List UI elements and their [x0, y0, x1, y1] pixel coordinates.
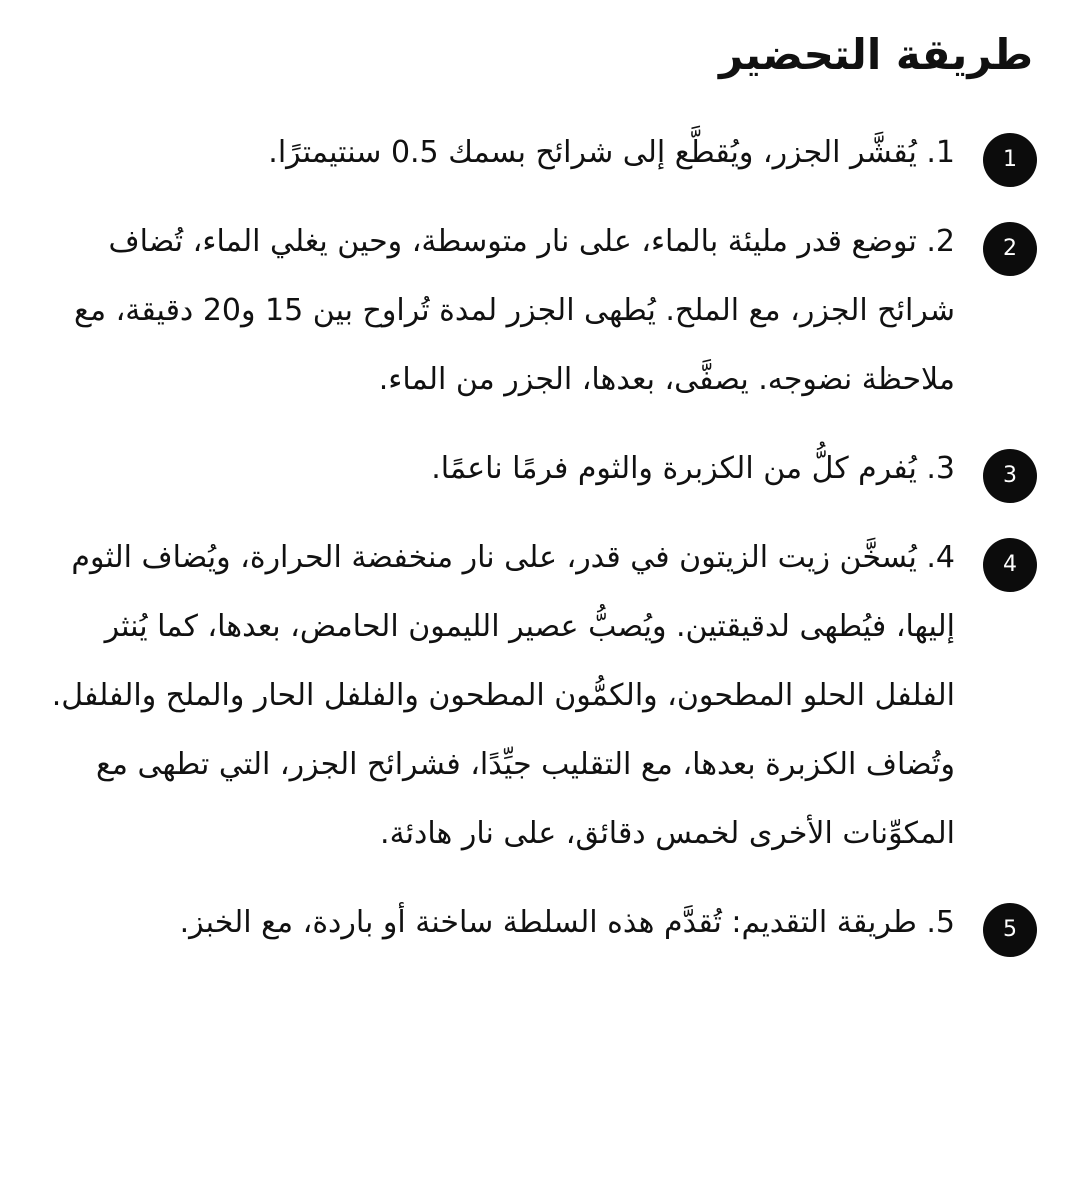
step-text: 3. يُفرم كلُّ من الكزبرة والثوم فرمًا ناعمًا. — [431, 451, 955, 486]
step-text: 5. طريقة التقديم: تُقدَّم هذه السلطة ساخنة أو باردة، مع الخبز. — [179, 905, 955, 940]
step-number-badge: 5 — [983, 903, 1037, 957]
step-item-5 — [40, 888, 1037, 957]
steps-list — [40, 118, 1037, 957]
step-text: 1. يُقشَّر الجزر، ويُقطَّع إلى شرائح بسمك 0.5 سنتيمترًا. — [268, 135, 955, 170]
step-number-badge: 1 — [983, 133, 1037, 187]
page-title: طريقة التحضير — [718, 30, 1033, 79]
step-number-badge: 3 — [983, 449, 1037, 503]
step-text: 4. يُسخَّن زيت الزيتون في قدر، على نار منخفضة الحرارة، ويُضاف الثوم إليها، فيُطهى لدقيقتين. ويُصبُّ عصير الليمون الحامض، بعدها، كما يُنثر الفلفل الحلو المطحون، والكمُّون المطحون والفلفل الحار والملح والفلفل. وتُضاف الكزبرة بعدها، مع التقليب جيِّدًا، فشرائح الجزر، التي تطهى مع المكوِّنات الأخرى لخمس دقائق، على نار هادئة. — [51, 540, 955, 851]
step-text: 2. توضع قدر مليئة بالماء، على نار متوسطة، وحين يغلي الماء، تُضاف شرائح الجزر، مع الملح. يُطهى الجزر لمدة تُراوح بين 15 و20 دقيقة، مع ملاحظة نضوجه. يصفَّى، بعدها، الجزر من الماء. — [74, 224, 955, 397]
step-item-2 — [40, 207, 1037, 414]
step-item-1 — [40, 118, 1037, 187]
step-number-badge: 4 — [983, 538, 1037, 592]
step-number-badge: 2 — [983, 222, 1037, 276]
step-item-3 — [40, 434, 1037, 503]
step-item-4 — [40, 523, 1037, 868]
